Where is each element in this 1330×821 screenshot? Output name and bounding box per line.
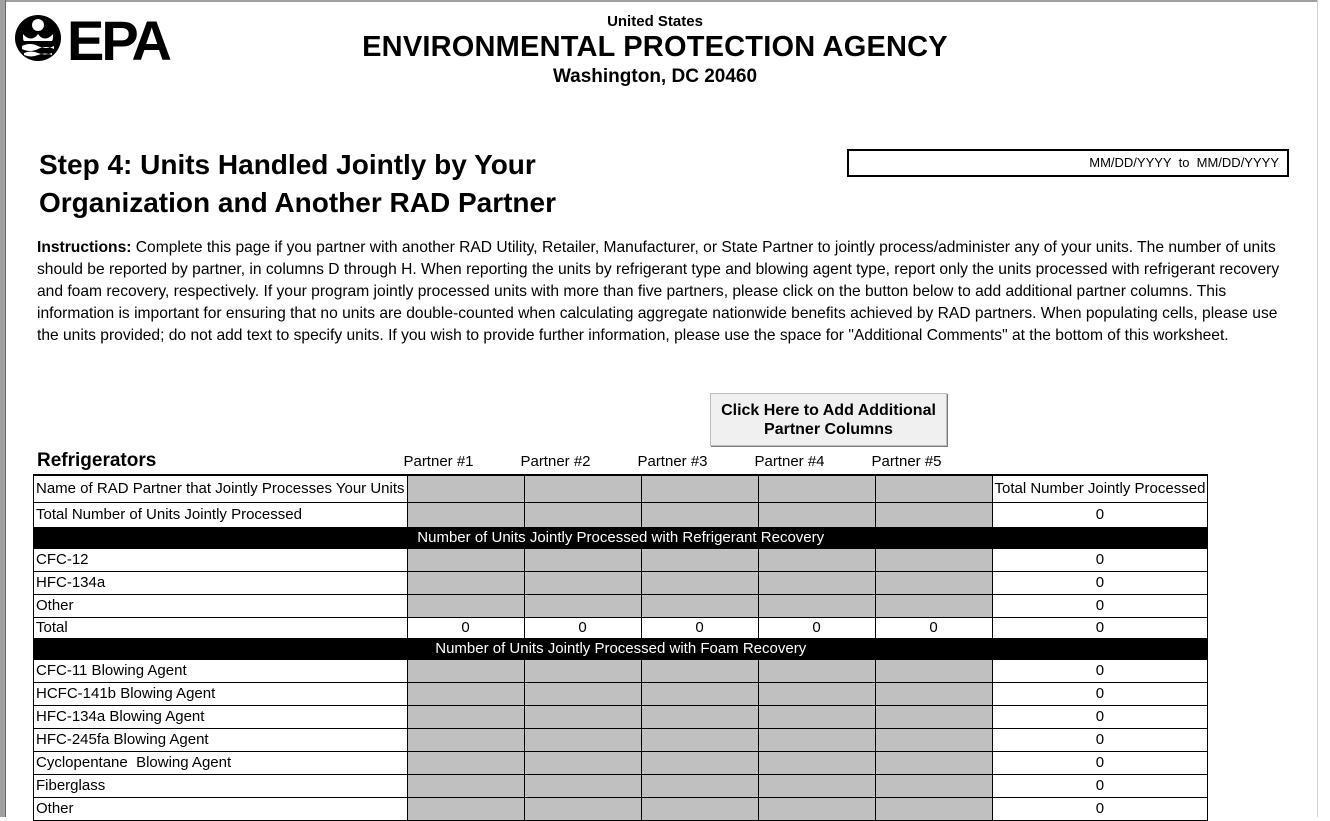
total-units-cell[interactable]: [875, 502, 992, 527]
table-row: [34, 751, 1208, 774]
input-cell[interactable]: [641, 659, 758, 682]
input-cell[interactable]: [641, 548, 758, 571]
input-cell[interactable]: [524, 594, 641, 617]
table-row: [34, 682, 1208, 705]
row-total: 0: [992, 705, 1208, 728]
input-cell[interactable]: [875, 751, 992, 774]
input-cell[interactable]: [524, 751, 641, 774]
input-cell[interactable]: [524, 659, 641, 682]
input-cell[interactable]: [875, 571, 992, 594]
row-total: 0: [992, 774, 1208, 797]
row-label: CFC-12: [34, 548, 408, 571]
table-row: [34, 548, 1208, 571]
row-label: Other: [34, 594, 408, 617]
table-row: [34, 594, 1208, 617]
partner-total: 0: [758, 617, 875, 638]
partner-total: 0: [407, 617, 524, 638]
table-row: [34, 705, 1208, 728]
partner-name-row: [34, 475, 1208, 502]
row-label: HFC-245fa Blowing Agent: [34, 728, 408, 751]
reporting-period-value: MM/DD/YYYY to MM/DD/YYYY: [1089, 155, 1279, 170]
total-units-label: Total Number of Units Jointly Processed: [34, 502, 408, 527]
row-label: Cyclopentane Blowing Agent: [34, 751, 408, 774]
instructions-label: Instructions:: [37, 239, 132, 256]
table-row: [34, 571, 1208, 594]
header-agency: ENVIRONMENTAL PROTECTION AGENCY: [362, 31, 948, 63]
row-total: 0: [992, 659, 1208, 682]
input-cell[interactable]: [758, 751, 875, 774]
partner-total: 0: [875, 617, 992, 638]
row-total: 0: [992, 617, 1208, 638]
input-cell[interactable]: [407, 682, 524, 705]
page-title: [39, 146, 659, 222]
total-units-cell[interactable]: [758, 502, 875, 527]
partner-name-cell[interactable]: [407, 475, 524, 502]
total-units-row: [34, 502, 1208, 527]
table-row: [34, 728, 1208, 751]
partner-name-cell[interactable]: [875, 475, 992, 502]
row-total: 0: [992, 682, 1208, 705]
input-cell[interactable]: [524, 571, 641, 594]
input-cell[interactable]: [407, 751, 524, 774]
partner-header: Partner #3: [637, 453, 708, 470]
add-partner-columns-button[interactable]: [710, 393, 947, 446]
input-cell[interactable]: [524, 774, 641, 797]
input-cell[interactable]: [407, 728, 524, 751]
input-cell[interactable]: [407, 548, 524, 571]
input-cell[interactable]: [875, 594, 992, 617]
input-cell[interactable]: [758, 774, 875, 797]
total-units-value: 0: [992, 502, 1208, 527]
input-cell[interactable]: [875, 774, 992, 797]
row-total: 0: [992, 571, 1208, 594]
input-cell[interactable]: [524, 682, 641, 705]
input-cell[interactable]: [758, 594, 875, 617]
row-total: 0: [992, 594, 1208, 617]
partner-total: 0: [641, 617, 758, 638]
row-label: Total: [34, 617, 408, 638]
row-label: HFC-134a Blowing Agent: [34, 705, 408, 728]
input-cell[interactable]: [407, 659, 524, 682]
total-jointly-processed-header: Total Number Jointly Processed: [992, 475, 1208, 502]
partner-header: Partner #5: [871, 453, 942, 470]
row-label: Fiberglass: [34, 774, 408, 797]
partner-name-cell[interactable]: [641, 475, 758, 502]
input-cell[interactable]: [407, 571, 524, 594]
partner-total: 0: [524, 617, 641, 638]
total-units-cell[interactable]: [524, 502, 641, 527]
input-cell[interactable]: [875, 728, 992, 751]
input-cell[interactable]: [875, 548, 992, 571]
foam-recovery-title: Number of Units Jointly Processed with Foam Recovery: [34, 638, 1208, 659]
input-cell[interactable]: [524, 705, 641, 728]
instructions-body: Complete this page if you partner with another RAD Utility, Retailer, Manufacturer, or State Partner to jointly process/administer any of your units. The number of units should be reported by partner, in columns D through H. When reporting the units by refrigerant type and blowing agent type, report only the units processed with refrigerant recovery and foam recovery, respectively. If your program jointly processed units with more than five partners, please click on the button below to add additional partner columns. This information is important for ensuring that no units are double-counted when calculating aggregate nationwide benefits achieved by RAD partners. When populating cells, please use the units provided; do not add text to specify units. If you wish to provide further information, please use the space for "Additional Comments" at the bottom of this worksheet.: [37, 239, 1280, 344]
partner-name-cell[interactable]: [524, 475, 641, 502]
row-total: 0: [992, 751, 1208, 774]
input-cell[interactable]: [758, 659, 875, 682]
reporting-period-field[interactable]: [847, 149, 1289, 177]
input-cell[interactable]: [407, 774, 524, 797]
vertical-scrollbar[interactable]: [1317, 0, 1330, 817]
table-row: [34, 659, 1208, 682]
input-cell[interactable]: [641, 705, 758, 728]
partner-header: Partner #2: [520, 453, 591, 470]
input-cell[interactable]: [641, 728, 758, 751]
input-cell[interactable]: [407, 705, 524, 728]
add-partner-columns-line1: Click Here to Add Additional: [721, 402, 936, 419]
page-title-line2: Organization and Another RAD Partner: [39, 187, 557, 218]
total-units-cell[interactable]: [641, 502, 758, 527]
total-units-cell[interactable]: [407, 502, 524, 527]
input-cell[interactable]: [758, 548, 875, 571]
input-cell[interactable]: [758, 705, 875, 728]
input-cell[interactable]: [641, 774, 758, 797]
row-total: 0: [992, 797, 1208, 820]
section-title: Refrigerators: [37, 450, 157, 471]
input-cell[interactable]: [875, 682, 992, 705]
epa-logo-text: EPA: [67, 10, 169, 66]
input-cell[interactable]: [407, 594, 524, 617]
refrigerators-table: [33, 474, 1208, 821]
partner-name-label: Name of RAD Partner that Jointly Processes Your Units: [34, 475, 408, 502]
epa-logo: [14, 10, 180, 66]
window-frame-top: [0, 0, 1330, 2]
input-cell[interactable]: [641, 751, 758, 774]
row-total: 0: [992, 728, 1208, 751]
input-cell[interactable]: [758, 571, 875, 594]
add-partner-columns-line2: Partner Columns: [764, 421, 893, 438]
refrigerant-recovery-band: [34, 527, 1208, 548]
input-cell[interactable]: [641, 571, 758, 594]
header-country: United States: [607, 13, 703, 30]
row-label: HFC-134a: [34, 571, 408, 594]
row-label: CFC-11 Blowing Agent: [34, 659, 408, 682]
page-title-line1: Step 4: Units Handled Jointly by Your: [39, 149, 536, 180]
window-frame-left: [0, 0, 6, 817]
input-cell[interactable]: [875, 659, 992, 682]
row-label: HCFC-141b Blowing Agent: [34, 682, 408, 705]
partner-header: Partner #1: [403, 453, 474, 470]
foam-recovery-band: [34, 638, 1208, 659]
refrigerant-recovery-title: Number of Units Jointly Processed with Refrigerant Recovery: [34, 527, 1208, 548]
input-cell[interactable]: [524, 548, 641, 571]
partner-header: Partner #4: [754, 453, 825, 470]
instructions-text: [37, 237, 1287, 347]
refrigerant-total-row: [34, 617, 1208, 638]
row-total: 0: [992, 548, 1208, 571]
input-cell[interactable]: [641, 682, 758, 705]
partner-name-cell[interactable]: [758, 475, 875, 502]
input-cell[interactable]: [641, 594, 758, 617]
table-row: [34, 774, 1208, 797]
input-cell[interactable]: [875, 705, 992, 728]
input-cell[interactable]: [758, 728, 875, 751]
header-address: Washington, DC 20460: [552, 66, 758, 87]
input-cell[interactable]: [758, 682, 875, 705]
row-label: Other: [34, 797, 408, 820]
input-cell[interactable]: [524, 728, 641, 751]
